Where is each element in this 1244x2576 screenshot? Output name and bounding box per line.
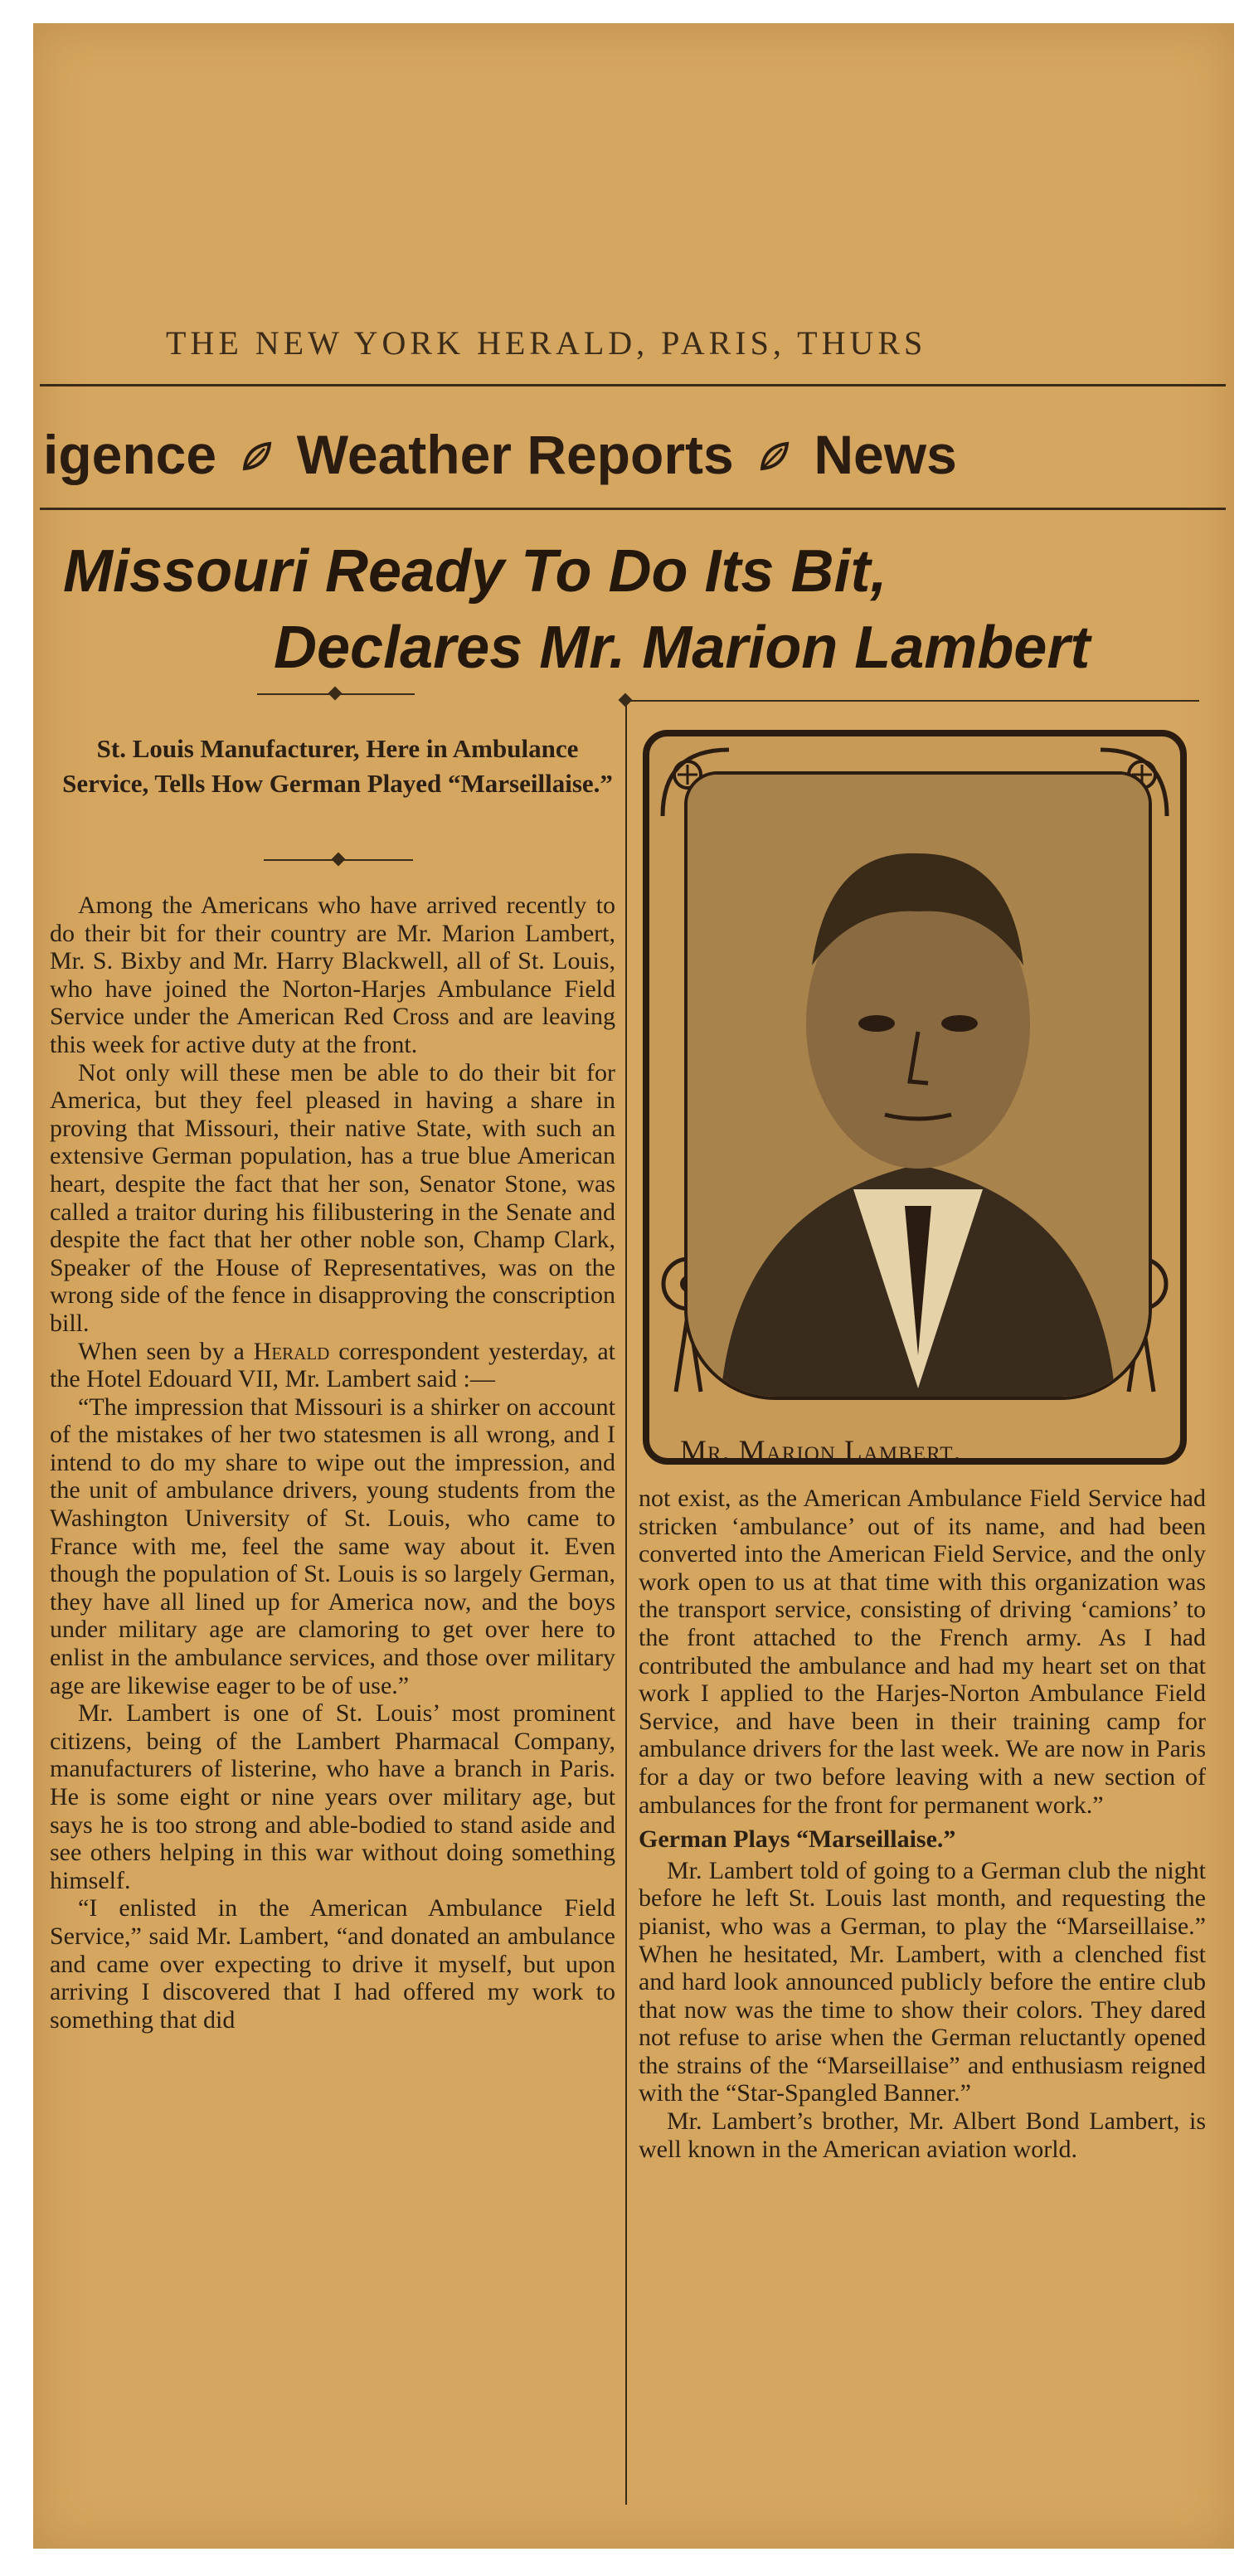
banner-middle: Weather Reports bbox=[296, 424, 734, 485]
column-rule bbox=[625, 705, 627, 2505]
deck-subheadline: St. Louis Manufacturer, Here in Ambulance Service, Tells How German Played “Marseillaise.” bbox=[62, 734, 613, 798]
article-right-column bbox=[639, 1485, 1206, 2163]
section-banner bbox=[43, 423, 957, 486]
paragraph: Mr. Lambert is one of St. Louis’ most prominent citizens, being of the Lambert Pharmacal Company, manufacturers of listerine, who have a branch in Paris. He is some eight or nine years over military age, but says he is too strong and able-bodied to stand aside and see others helping in this war without doing something himself. bbox=[50, 1699, 615, 1894]
paragraph: “I enlisted in the American Ambulance Field Service,” said Mr. Lambert, “and donated an ambulance and came over expecting to drive it myself, but upon arriving I discovered that I had offered my work to something that did bbox=[50, 1894, 615, 2034]
leaf-ornament-icon bbox=[231, 423, 281, 486]
leaf-ornament-icon bbox=[749, 423, 799, 486]
masthead: THE NEW YORK HERALD, PARIS, THURS bbox=[166, 324, 927, 362]
banner-right: News bbox=[814, 424, 957, 485]
paragraph: “The impression that Missouri is a shirker on account of the mistakes of her two statesmen is all wrong, and I intend to do my share to wipe out the impression, and the unit of ambulance drivers, young students from the Washington University of St. Louis, who came to France with me, feel the same way about it. Even though the population of St. Louis is so largely German, they have all lined up for America now, and the boys under military age are clamoring to get over here to enlist in the ambulance services, and those over military age are likewise eager to be of use.” bbox=[50, 1392, 615, 1699]
article-left-column bbox=[50, 892, 615, 2034]
photo-caption: Mr. Marion Lambert. bbox=[680, 1434, 962, 1467]
paragraph: Not only will these men be able to do their bit for America, but they feel pleased in having a share in proving that Missouri, their native State, with such an extensive German population, has a true blue American heart, despite the fact that her son, Senator Stone, was called a traitor during his filibustering in the Senate and despite the fact that her other noble son, Champ Clark, Speaker of the House of Representatives, was on the wrong side of the fence in disapproving the conscription bill. bbox=[50, 1058, 615, 1337]
headline-rule-right bbox=[627, 700, 1199, 702]
portrait-photo bbox=[684, 771, 1152, 1400]
headline-line-1: Missouri Ready To Do Its Bit, bbox=[63, 538, 887, 605]
man-portrait-icon bbox=[688, 775, 1149, 1397]
paragraph: Among the Americans who have arrived recently to do their bit for their country are Mr. Marion Lambert, Mr. S. Bixby and Mr. Harry Blackwell, all of St. Louis, who have joined the Norton-Harjes Ambulance Field Service under the American Red Cross and are leaving this week for active duty at the front. bbox=[50, 892, 615, 1058]
paragraph: not exist, as the American Ambulance Field Service had stricken ‘ambulance’ out of its name, and had been converted into the American Field Service, and the only work open to us at that time with this organization was the transport service, consisting of driving ‘camions’ to the front attached to the French army. As I had contributed the ambulance and had my heart set on that work I applied to the Harjes-Norton Ambulance Field Service, and have been in their training camp for ambulance drivers for the last week. We are now in Paris for a day or two before leaving with a new section of ambulances for the front for permanent work.” bbox=[639, 1485, 1206, 1819]
subheading: German Plays “Marseillaise.” bbox=[639, 1825, 956, 1854]
banner-rule bbox=[40, 508, 1226, 510]
portrait-frame bbox=[643, 730, 1187, 1465]
paragraph: Mr. Lambert’s brother, Mr. Albert Bond Lambert, is well known in the American aviation world. bbox=[639, 2107, 1206, 2163]
paragraph: When seen by a Herald correspondent yesterday, at the Hotel Edouard VII, Mr. Lambert said :— bbox=[50, 1337, 615, 1393]
headline-line-2: Declares Mr. Marion Lambert bbox=[274, 615, 1091, 681]
banner-left: igence bbox=[43, 424, 217, 485]
paragraph: Mr. Lambert told of going to a German club the night before he left St. Louis last month, and requesting the pianist, who was a German, to play the “Marseillaise.” When he hesitated, Mr. Lambert, with a clenched fist and hard look announced publicly before the entire club that now was the time to show their colors. They dared not refuse to arise when the German reluctantly opened the strains of the “Marseillaise” and enthusiasm reigned with the “Star-Spangled Banner.” bbox=[639, 1856, 1206, 2107]
masthead-rule bbox=[40, 384, 1226, 386]
